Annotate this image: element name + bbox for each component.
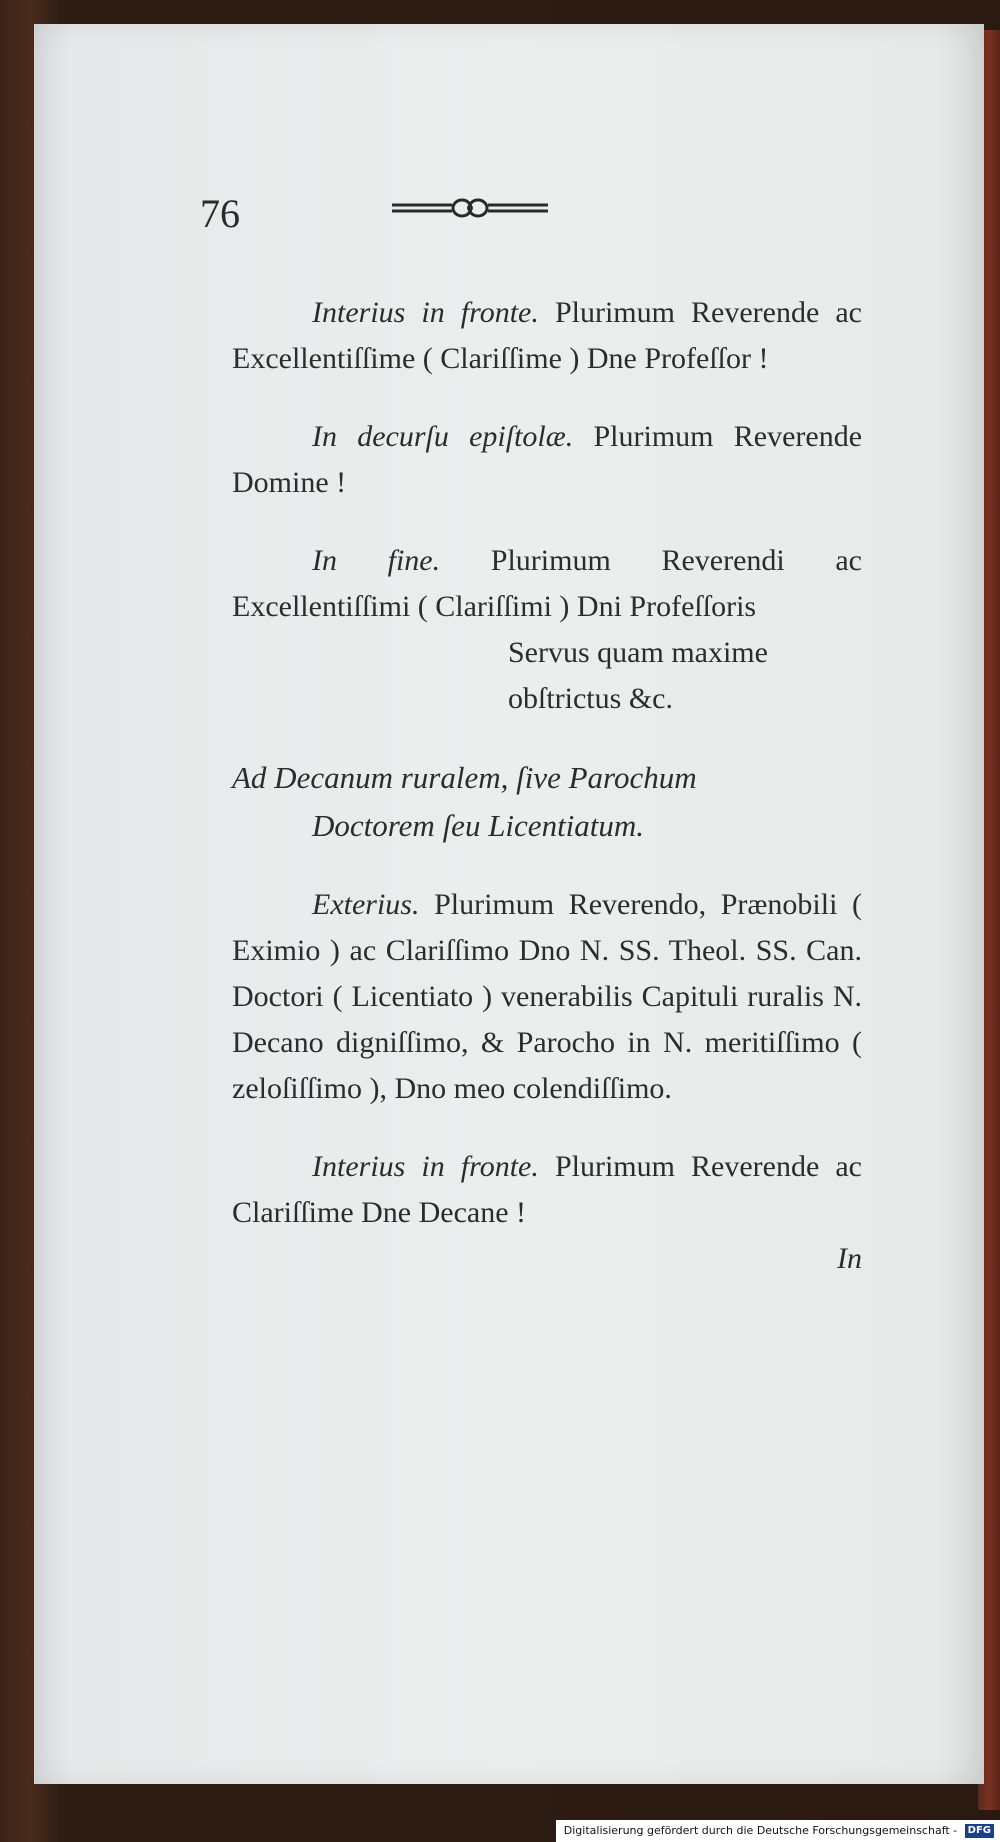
signature-line: Servus quam maxime: [508, 636, 768, 669]
paragraph-text: Plurimum Reverendo, Prænobili ( Eximio ) ac Clariſſimo Dno N. SS. Theol. SS. Can. Doctori ( Licentiato ) venerabilis Capituli ruralis N. Decano digniſſimo, & Parocho in N. meritiſſimo ( zeloſiſſimo ), Dno meo colendiſſimo.: [232, 888, 862, 1105]
ornament-icon: [390, 196, 550, 222]
paragraph-text: Plurimum Reverende ac Clariſſime Dne Decane !: [232, 1150, 862, 1229]
dfg-logo-icon: DFG: [965, 1824, 994, 1838]
signature-line: obſtrictus &c.: [508, 682, 673, 715]
paragraph-text: Plurimum Reverende ac Excellentiſſime ( Clariſſime ) Dne Profeſſor !: [232, 296, 862, 375]
paragraph-lead: In decurſu epiſtolæ.: [312, 420, 574, 453]
paragraph-interius: [232, 290, 862, 382]
paragraph-fine: [232, 538, 862, 630]
paragraph-lead: Interius in fronte.: [312, 1150, 539, 1183]
section-heading-continued: Doctorem ſeu Licentiatum.: [312, 808, 645, 843]
digitization-credit: [556, 1820, 1000, 1842]
paragraph-interius-decane: [232, 1144, 862, 1236]
page-number: 76: [200, 191, 240, 236]
paragraph-exterius: [232, 882, 862, 1112]
credit-text: Digitalisierung gefördert durch die Deutsche Forschungsgemeinschaft -: [563, 1824, 958, 1837]
section-heading: Ad Decanum ruralem, ſive Parochum: [232, 760, 697, 795]
paragraph-lead: Exterius.: [312, 888, 420, 921]
paragraph-text: Plurimum Reverende Domine !: [232, 420, 863, 499]
page-header: [200, 190, 740, 240]
catchword: In: [837, 1242, 862, 1275]
paragraph-lead: Interius in fronte.: [312, 296, 539, 329]
paragraph-lead: In fine.: [312, 544, 441, 577]
paragraph-text: Plurimum Reverendi ac Excellentiſſimi ( Clariſſimi ) Dni Profeſſoris: [232, 544, 862, 623]
paragraph-decursu: [232, 414, 862, 506]
page-body: [232, 290, 862, 1282]
